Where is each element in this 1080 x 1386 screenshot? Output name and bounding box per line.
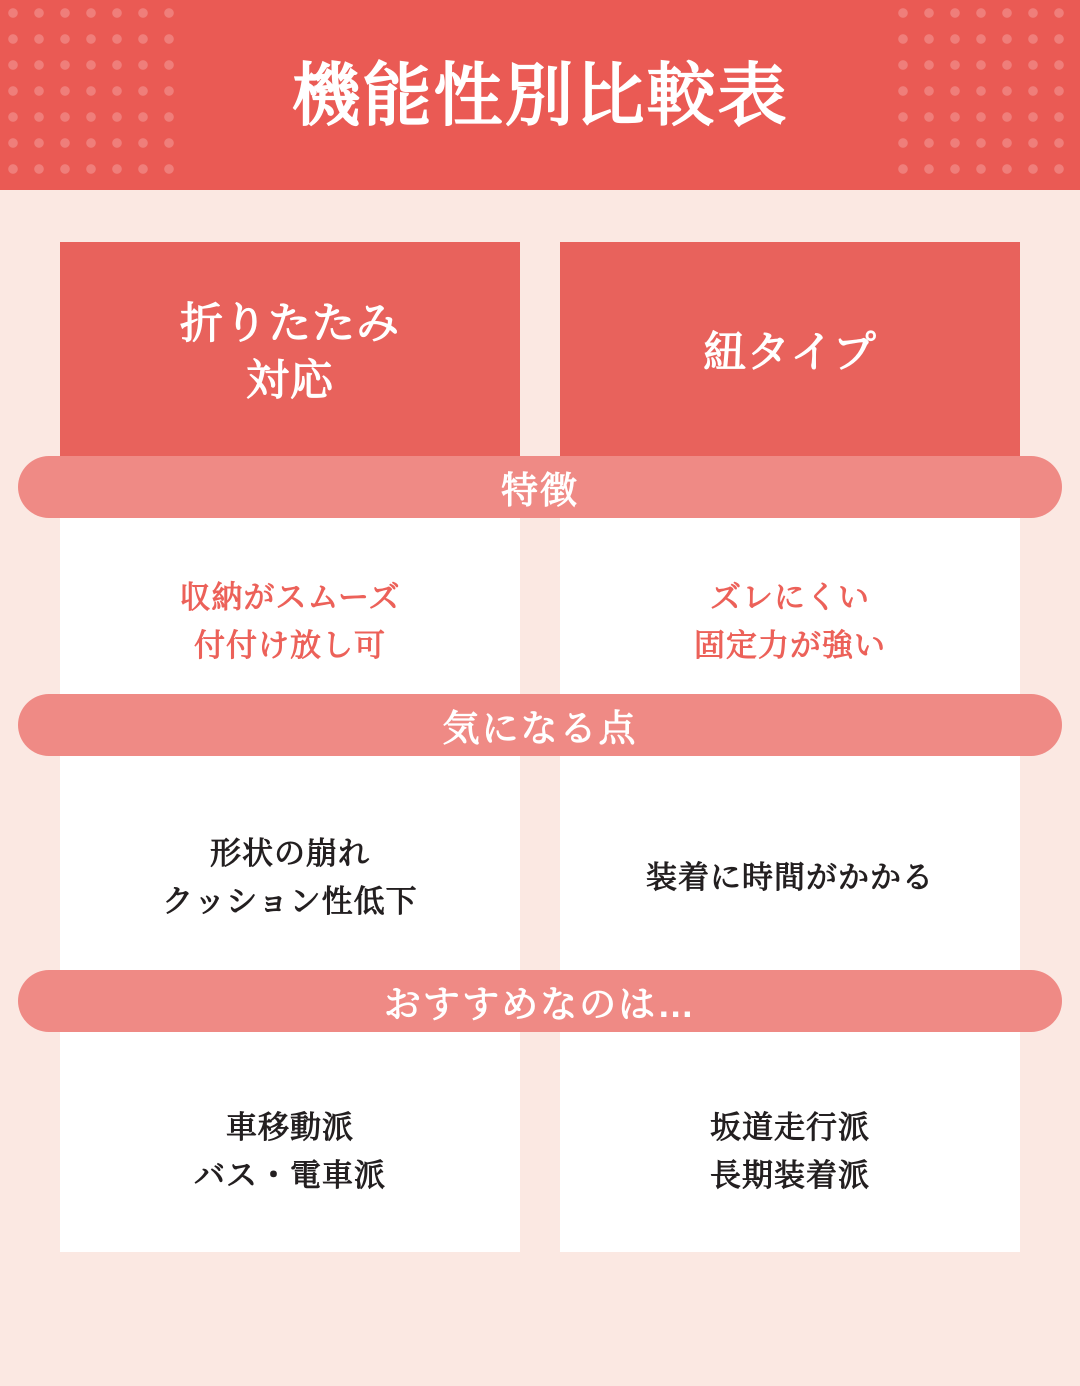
cell-features-strap-line1: ズレにくい bbox=[710, 579, 870, 615]
section-band-features: 特徴 bbox=[18, 456, 1062, 518]
section-band-recommended-wrap bbox=[0, 970, 1080, 1032]
cell-features-folding bbox=[60, 510, 520, 702]
cell-recommended-strap bbox=[560, 1024, 1020, 1252]
page-title: 機能性別比較表 bbox=[291, 56, 789, 134]
section-band-features-wrap bbox=[0, 456, 1080, 518]
column-header-strap-label: 紐タイプ bbox=[703, 328, 877, 377]
section-concerns-row bbox=[0, 748, 1080, 978]
cell-recommended-folding-line1: 車移動派 bbox=[226, 1109, 354, 1145]
cell-features-folding-line1: 収納がスムーズ bbox=[179, 579, 401, 615]
cell-features-strap-line2: 固定力が強い bbox=[694, 628, 886, 663]
column-header-folding bbox=[60, 242, 520, 464]
section-band-concerns: 気になる点 bbox=[18, 694, 1062, 756]
cell-concerns-folding-line1: 形状の崩れ bbox=[209, 835, 370, 871]
section-band-recommended: おすすめなのは… bbox=[18, 970, 1062, 1032]
column-header-folding-line1: 折りたたみ bbox=[180, 300, 400, 349]
cell-features-folding-line2: 付付け放し可 bbox=[194, 628, 386, 663]
cell-recommended-strap-line2: 長期装着派 bbox=[710, 1158, 870, 1193]
cell-concerns-strap bbox=[560, 748, 1020, 978]
dot-pattern-right-icon bbox=[890, 0, 1080, 190]
cell-recommended-strap-line1: 坂道走行派 bbox=[710, 1109, 870, 1145]
cell-concerns-folding bbox=[60, 748, 520, 978]
column-header-folding-line2: 対応 bbox=[246, 357, 334, 405]
cell-concerns-folding-line2: クッション性低下 bbox=[162, 884, 418, 919]
column-header-row bbox=[0, 190, 1080, 464]
cell-features-strap bbox=[560, 510, 1020, 702]
cell-concerns-strap-line1: 装着に時間がかかる bbox=[646, 859, 934, 895]
bottom-spacer bbox=[0, 1252, 1080, 1310]
section-features-row bbox=[0, 510, 1080, 702]
dot-pattern-left-icon bbox=[0, 0, 190, 190]
section-recommended-row bbox=[0, 1024, 1080, 1252]
cell-recommended-folding bbox=[60, 1024, 520, 1252]
section-band-concerns-wrap bbox=[0, 694, 1080, 756]
cell-recommended-folding-line2: バス・電車派 bbox=[194, 1158, 386, 1193]
column-header-strap bbox=[560, 242, 1020, 464]
page-header bbox=[0, 0, 1080, 190]
